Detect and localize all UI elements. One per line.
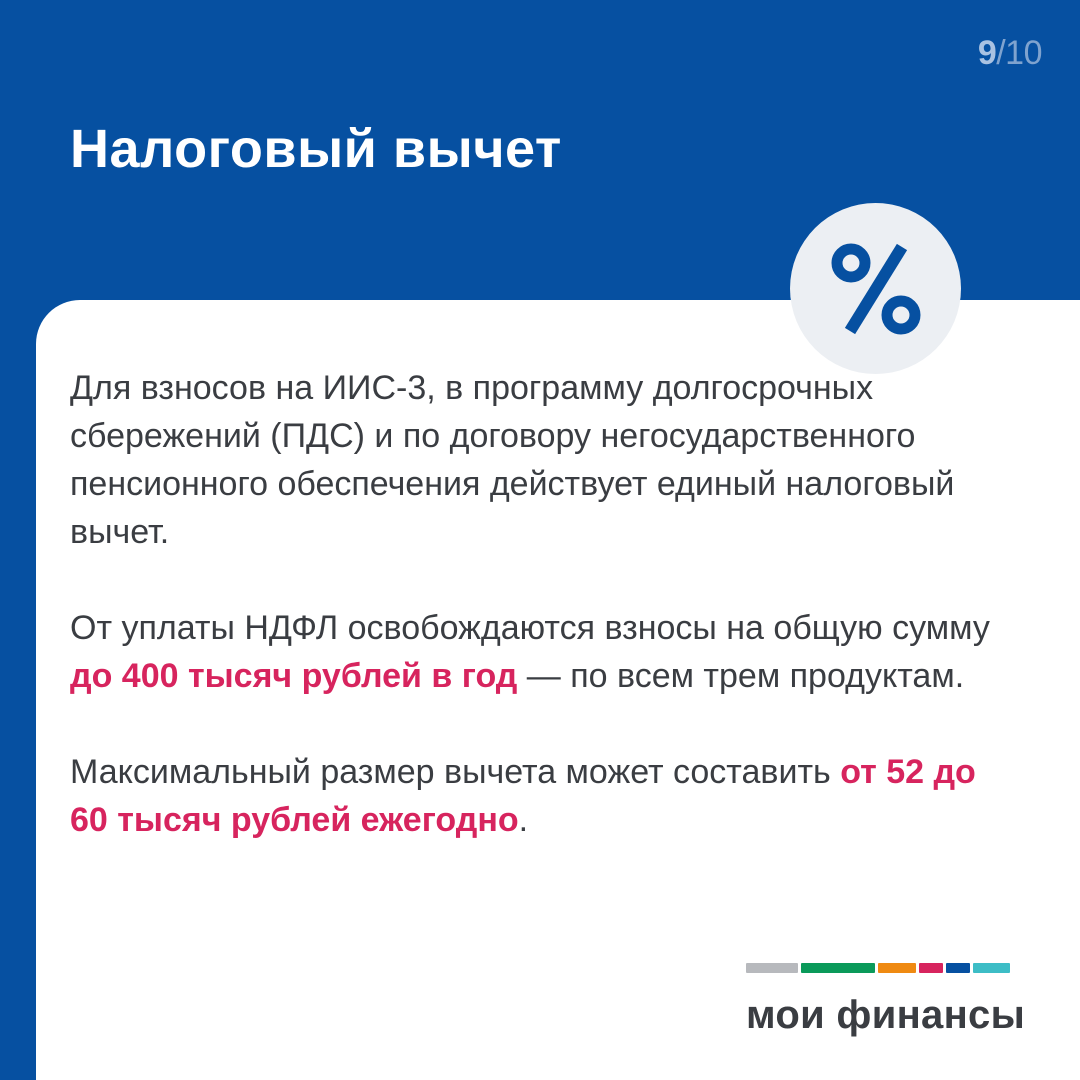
percent-badge bbox=[790, 203, 961, 374]
paragraph-exemption-lead: От уплаты НДФЛ освобождаются взносы на общую сумму bbox=[70, 609, 990, 647]
page-counter bbox=[978, 34, 1042, 73]
highlight-annual-limit: до 400 тысяч рублей в год bbox=[70, 657, 518, 695]
paragraph-max-tail: . bbox=[518, 801, 529, 839]
brand-stripe-segment bbox=[878, 963, 916, 973]
body-text bbox=[70, 364, 990, 844]
paragraph-exemption-tail: — по всем трем продуктам. bbox=[517, 657, 965, 695]
page-total: /10 bbox=[996, 34, 1042, 72]
paragraph-max-lead: Максимальный размер вычета может составить bbox=[70, 753, 841, 791]
paragraph-deduction-info: Для взносов на ИИС-3, в программу долгосрочных сбережений (ПДС) и по договору негосударственного пенсионного обеспечения действует единый налоговый вычет. bbox=[70, 369, 955, 551]
page-current: 9 bbox=[977, 34, 997, 72]
brand-stripe bbox=[746, 963, 1010, 973]
brand-stripe-segment bbox=[746, 963, 798, 973]
brand-stripe-segment bbox=[973, 963, 1010, 973]
brand-stripe-segment bbox=[946, 963, 970, 973]
brand-name: мои финансы bbox=[746, 993, 1026, 1037]
paragraph-max-deduction bbox=[70, 748, 990, 844]
page-title: Налоговый вычет bbox=[70, 119, 562, 179]
brand-stripe-segment bbox=[801, 963, 875, 973]
percent-icon bbox=[826, 239, 926, 339]
paragraph-exemption bbox=[70, 604, 990, 700]
brand-logo bbox=[746, 963, 1026, 1038]
brand-stripe-segment bbox=[919, 963, 943, 973]
highlight-max-deduction: от 52 до 60 тысяч рублей ежегодно bbox=[70, 753, 976, 839]
